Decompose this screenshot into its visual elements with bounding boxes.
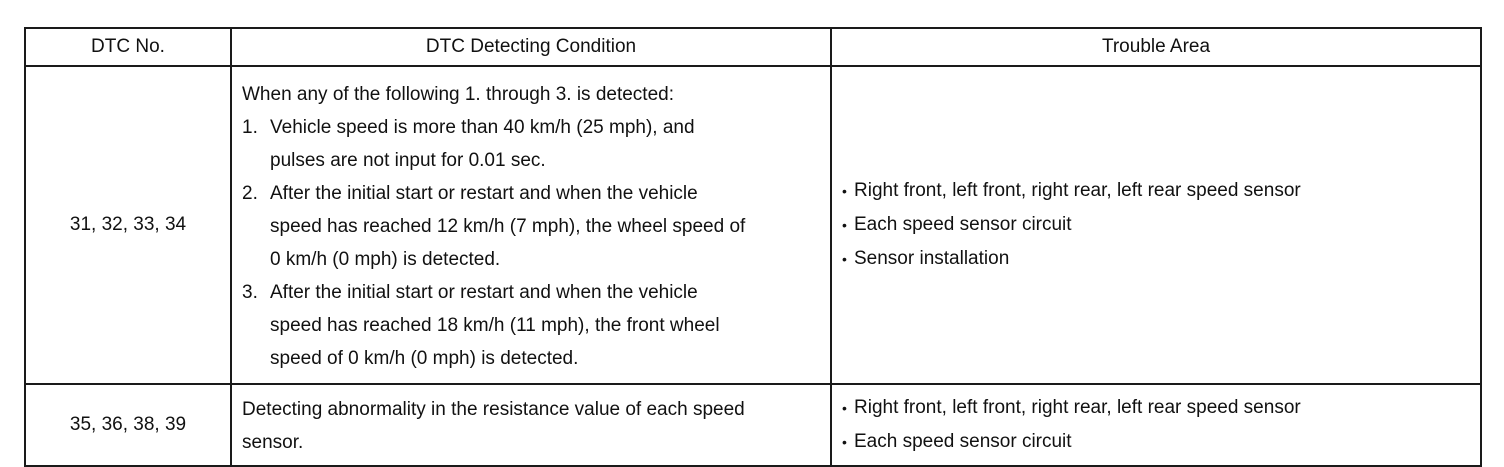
condition-line: After the initial start or restart and when the vehicle [270, 182, 698, 204]
condition-line: Vehicle speed is more than 40 km/h (25 mph), and [270, 116, 695, 138]
condition-item [242, 276, 822, 375]
table-body [25, 66, 1481, 466]
bullet-icon: • [842, 400, 847, 416]
header-dtc-no: DTC No. [25, 28, 231, 66]
list-item [842, 208, 1472, 242]
trouble-area-cell [831, 384, 1481, 466]
condition-item-number: 2. [242, 182, 258, 204]
condition-line: speed of 0 km/h (0 mph) is detected. [270, 347, 579, 369]
list-item [842, 391, 1472, 425]
condition-line: speed has reached 12 km/h (7 mph), the wheel speed of [270, 215, 746, 237]
header-trouble-area: Trouble Area [831, 28, 1481, 66]
dtc-table [24, 27, 1482, 467]
bullet-icon: • [842, 183, 847, 199]
condition-line: speed has reached 18 km/h (11 mph), the front wheel [270, 314, 720, 336]
condition-line: After the initial start or restart and when the vehicle [270, 281, 698, 303]
bullet-icon: • [842, 434, 847, 450]
table-header [25, 28, 1481, 66]
dtc-number-cell: 35, 36, 38, 39 [25, 384, 231, 466]
header-detecting-condition: DTC Detecting Condition [231, 28, 831, 66]
list-item [842, 425, 1472, 459]
trouble-area-text: Right front, left front, right rear, left rear speed sensor [854, 180, 1301, 201]
list-item [842, 242, 1472, 276]
bullet-icon: • [842, 251, 847, 267]
condition-item [242, 177, 822, 276]
detecting-condition-cell [231, 384, 831, 466]
trouble-area-list [842, 391, 1472, 459]
condition-item-number: 3. [242, 281, 258, 303]
condition-item-number: 1. [242, 116, 258, 138]
condition-line: 0 km/h (0 mph) is detected. [270, 248, 501, 270]
condition-item [242, 111, 822, 177]
trouble-area-list [842, 174, 1472, 276]
trouble-area-cell [831, 66, 1481, 384]
header-row [25, 28, 1481, 66]
table-row [25, 66, 1481, 384]
condition-intro: When any of the following 1. through 3. is detected: [242, 83, 674, 105]
condition-line: pulses are not input for 0.01 sec. [270, 149, 546, 171]
trouble-area-text: Sensor installation [854, 248, 1010, 269]
detecting-condition-cell [231, 66, 831, 384]
condition-item-text [270, 111, 822, 177]
condition-line: sensor. [242, 432, 304, 453]
condition-item-text [270, 177, 822, 276]
condition-line: Detecting abnormality in the resistance value of each speed [242, 399, 745, 420]
table-row [25, 384, 1481, 466]
trouble-area-text: Each speed sensor circuit [854, 431, 1072, 452]
trouble-area-text: Each speed sensor circuit [854, 214, 1072, 235]
condition-item-text [270, 276, 822, 375]
list-item [842, 174, 1472, 208]
dtc-number-cell: 31, 32, 33, 34 [25, 66, 231, 384]
trouble-area-text: Right front, left front, right rear, left rear speed sensor [854, 397, 1301, 418]
bullet-icon: • [842, 217, 847, 233]
